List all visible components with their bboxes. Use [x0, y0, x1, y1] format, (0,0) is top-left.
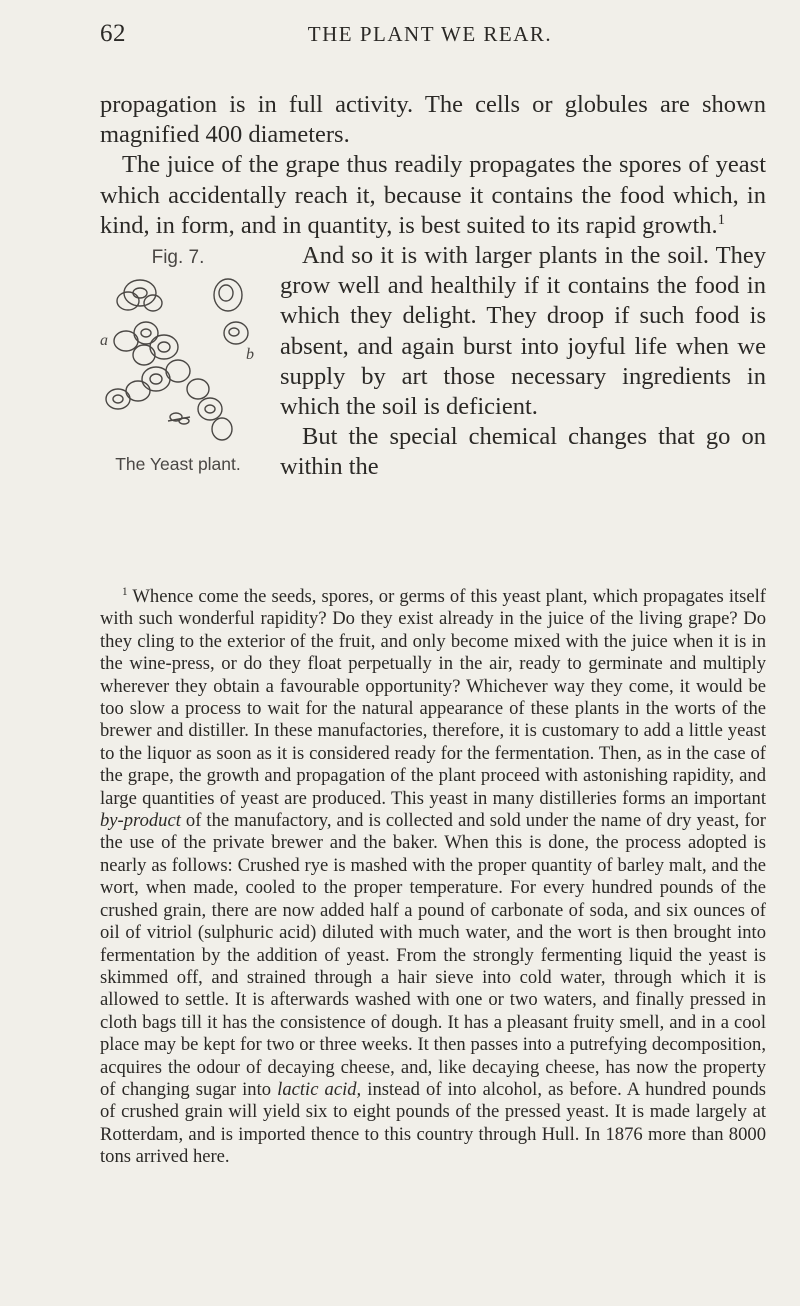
- paragraph-2: [100, 150, 766, 241]
- paragraph-1: propagation is in full activity. The cells or globules are shown magnified 400 diameters.: [100, 91, 766, 149]
- footnote-1: [100, 586, 766, 1169]
- footnote-marker: 1: [122, 585, 128, 598]
- figure-label: Fig. 7.: [151, 247, 205, 269]
- figure-letter-b: b: [246, 346, 254, 364]
- figure-yeast: [88, 241, 268, 501]
- paragraph-3: And so it is with larger plants in the soil. They grow well and healthily if it contains the food in which they delight. They droop if such food is absent, and again burst into joyful life when we supply by art those necessary ingredients in which the soil is deficient.: [280, 242, 766, 421]
- footnotes: [100, 586, 766, 1169]
- footnote-text-2: of the manufactory, and is collected and sold under the name of dry yeast, for the use of the private brewer and the baker. When this is done, the process adopted is nearly as follows: Crushed rye is mashed with the proper quantity of barley malt, and the wort, when made, cooled to the proper temperature. For every hundred pounds of the crushed grain, there are now added half a pound of carbonate of soda, and six ounces of oil of vitriol (sulphuric acid) diluted with much water, and the wort is then brought into fermentation by the addition of yeast. From the strongly fermenting liquid the yeast is skimmed off, and strained through a hair sieve into cold water, through which it is allowed to settle. It is afterwards washed with one or two waters, and finally pressed in cloth bags till it has the consistence of dough. It has a pleasant fruity smell, and in a cool place may be kept for two or three weeks. It then passes into a putrefying decomposition, acquires the odour of decaying cheese, and, like decaying cheese, has now the property of changing sugar into: [100, 810, 766, 1100]
- page-number: 62: [100, 20, 126, 47]
- body-text: [100, 90, 766, 501]
- paragraph-2-text: The juice of the grape thus readily propagates the spores of yeast which accidentally reach it, because it contains the food which, in kind, in form, and in quantity, is best suited to its rapid growth.: [100, 151, 766, 239]
- running-head: THE PLANT WE REAR.: [307, 22, 553, 46]
- yeast-cells-illustration: [98, 271, 258, 446]
- paragraph-4: But the special chemical changes that go on within the: [280, 423, 766, 481]
- footnote-ref: 1: [717, 211, 725, 228]
- page-header: [100, 18, 760, 58]
- footnote-text-1: Whence come the seeds, spores, or germs of this yeast plant, which propagates itself with such wonderful rapidity? Do they exist already in the juice of the living grape? Do they cling to the exterior of the fruit, and only become mixed with the juice when it is in the wine-press, or do they float perpetually in the air, ready to germinate and multiply wherever they obtain a favourable opportunity? Whichever way they come, it would be too slow a process to wait for the natural appearance of these plants in the worts of the brewer and distiller. In these manufactories, therefore, it is customary to add a little yeast to the liquor as soon as it is considered ready for the fermentation. Then, as in the case of the grape, the growth and propagation of the plant proceed with astonishing rapidity, and large quantities of yeast are produced. This yeast in many distilleries forms an important: [100, 586, 766, 809]
- footnote-text-3: instead of into alcohol, as before. A hundred pounds of crushed grain will yield six to eight pounds of the pressed yeast. It is made largely at Rotterdam, and is imported thence to this country through Hull. In 1876 more than 8000 tons arrived here.: [100, 1078, 766, 1168]
- figure-letter-a: a: [100, 332, 108, 350]
- footnote-emphasis-1: by-product: [100, 810, 181, 832]
- footnote-emphasis-2: lactic acid,: [277, 1078, 362, 1100]
- figure-caption: The Yeast plant.: [115, 454, 241, 475]
